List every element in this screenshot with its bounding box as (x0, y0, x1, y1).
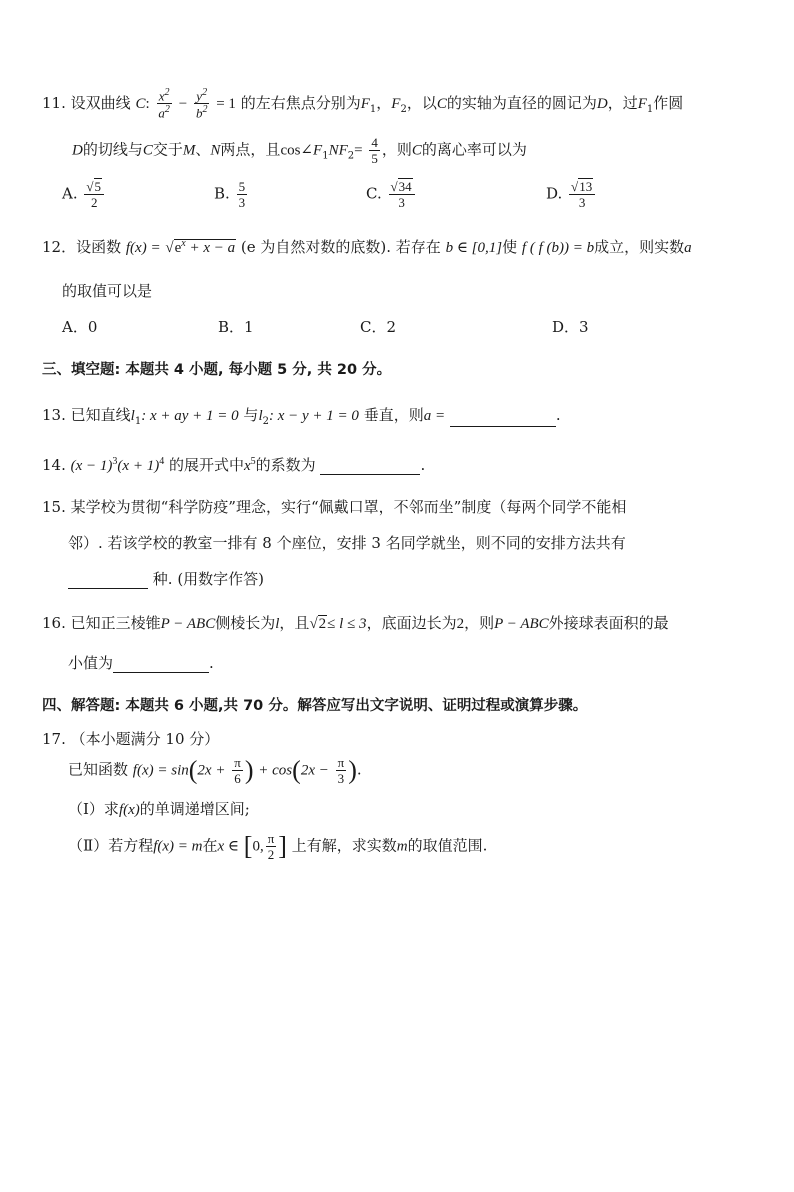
q11-line1: 11. 设双曲线 C: $\frac{x^2}{a^2}$ − $\frac{y^2}{b^2}$ = 1 的左右焦点分别为$F_1$，$F_2$，以C的实轴为直径的圆记为D，过$F_1$作圆 (42, 87, 684, 121)
q17-function: 已知函数 f(x) = sin(2x + $\frac{\pi}{6}$ ) + cos(2x − $\frac{\pi}{3}$ ). (68, 755, 362, 786)
q13-answer-blank[interactable] (450, 410, 556, 427)
q11-option-a: A. $\frac{√5}{2}$ (62, 180, 106, 209)
q11-option-d: D. $\frac{√13}{3}$ (546, 180, 597, 209)
q11-frac-y: $\frac{y^2}{b^2}$ (195, 87, 208, 121)
q12-option-b: B．1 (218, 318, 254, 336)
q11-option-c: C. $\frac{√34}{3}$ (366, 180, 417, 209)
section3-title: 三、填空题: 本题共 4 小题, 每小题 5 分, 共 20 分。 (42, 362, 392, 378)
q12-number: 12． (42, 238, 77, 256)
q17-part1: （Ⅰ）求f(x)的单调递增区间; (68, 800, 250, 818)
q16-line2: 小值为 . (68, 654, 214, 672)
q11-line2: D的切线与C交于M、N两点，且$\cos\angle F_1NF_2=$ $\frac{4}{5}$ ，则C的离心率可以为 (72, 135, 527, 166)
q15-line3: 种. (用数字作答) (68, 568, 264, 589)
q15-line2: 邻）. 若该学校的教室一排有 8 个座位，安排 3 名同学就坐，则不同的安排方法共有 (68, 534, 626, 552)
q16-answer-blank[interactable] (113, 656, 209, 673)
q12-line2: 的取值可以是 (62, 282, 153, 300)
q11-number: 11. (42, 93, 66, 112)
q17-part2: （Ⅱ）若方程f(x) = m在x ∈ [0, $\frac{\pi}{2}$ ] 上有解，求实数m的取值范围. (68, 831, 488, 862)
q16-line1: 16. 已知正三棱锥P − ABC侧棱长为l，且√2≤ l ≤ 3，底面边长为2，则P − ABC外接球表面积的最 (42, 614, 669, 632)
q12-option-c: C．2 (360, 318, 397, 336)
q14-line: 14. $(x - 1)^3(x + 1)^4$ 的展开式中$x^5$的系数为 . (42, 456, 426, 474)
q17-header: 17. （本小题满分 10 分） (42, 730, 220, 748)
section4-title: 四、解答题: 本题共 6 小题,共 70 分。解答应写出文字说明、证明过程或演算步骤。 (42, 698, 588, 714)
q14-answer-blank[interactable] (320, 458, 420, 475)
q11-frac-x: $\frac{x^2}{a^2}$ (158, 87, 170, 121)
q15-answer-blank[interactable] (68, 572, 148, 589)
q12-option-d: D．3 (552, 318, 589, 336)
q15-line1: 15. 某学校为贯彻“科学防疫”理念，实行“佩戴口罩，不邻而坐”制度（每两个同学不能相 (42, 498, 627, 516)
q12-option-a: A．0 (62, 318, 98, 336)
q11-option-b: B. $\frac{5}{3}$ (214, 179, 246, 210)
q13-line: 13. 已知直线$l_1$: x + ay + 1 = 0 与$l_2$: x − y + 1 = 0 垂直，则a = . (42, 406, 561, 427)
q12-line1: 12．设函数 $f(x) = √e^x + x - a$ (e 为自然对数的底数). 若存在 b ∈ [0,1]使 f ( f (b)) = b成立，则实数a (42, 238, 692, 256)
